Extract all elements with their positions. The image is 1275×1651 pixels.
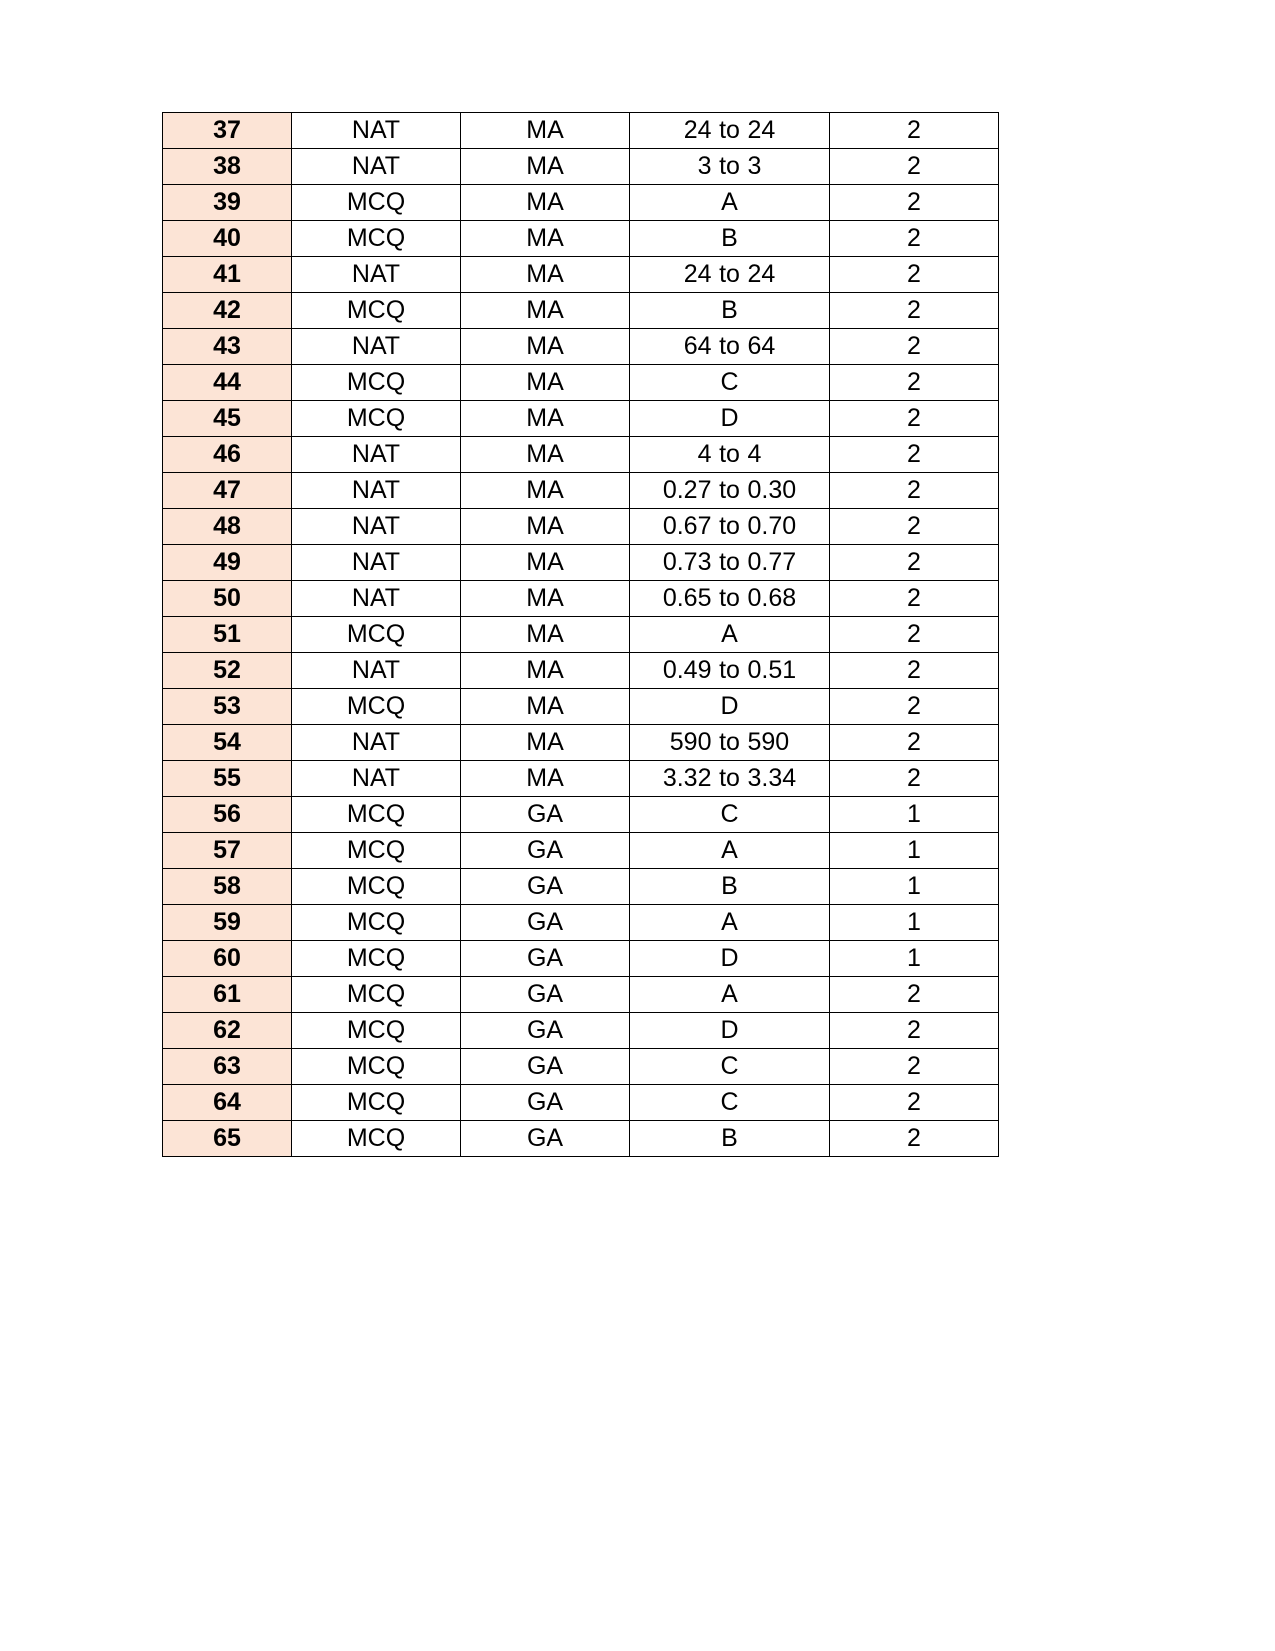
- range-from: 0.67: [662, 512, 712, 540]
- question-number-cell: 45: [163, 401, 292, 437]
- answer-key-table: [162, 112, 999, 1157]
- table-row: [163, 185, 999, 221]
- question-number-cell: 54: [163, 725, 292, 761]
- question-type-cell: MCQ: [292, 1013, 461, 1049]
- answer-range: [630, 262, 829, 287]
- range-from: 24: [683, 260, 712, 288]
- marks-cell: 2: [830, 1013, 999, 1049]
- range-to: 4: [747, 440, 762, 468]
- question-number-cell: 65: [163, 1121, 292, 1157]
- question-type-cell: MCQ: [292, 941, 461, 977]
- question-number-cell: 46: [163, 437, 292, 473]
- range-separator: to: [719, 728, 740, 756]
- question-number-cell: 55: [163, 761, 292, 797]
- range-from: 4: [697, 440, 712, 468]
- table-row: [163, 617, 999, 653]
- table-row: [163, 581, 999, 617]
- section-cell: GA: [461, 1121, 630, 1157]
- section-cell: MA: [461, 509, 630, 545]
- answer-range: [630, 478, 829, 503]
- marks-cell: 2: [830, 977, 999, 1013]
- section-cell: GA: [461, 797, 630, 833]
- question-number-cell: 48: [163, 509, 292, 545]
- table-row: [163, 1121, 999, 1157]
- answer-key-cell: A: [630, 833, 830, 869]
- answer-key-cell: D: [630, 1013, 830, 1049]
- marks-cell: 2: [830, 689, 999, 725]
- table-row: [163, 761, 999, 797]
- range-separator: to: [719, 656, 740, 684]
- section-cell: MA: [461, 221, 630, 257]
- section-cell: MA: [461, 329, 630, 365]
- section-cell: MA: [461, 149, 630, 185]
- marks-cell: 2: [830, 473, 999, 509]
- section-cell: MA: [461, 581, 630, 617]
- question-type-cell: NAT: [292, 473, 461, 509]
- range-to: 0.68: [747, 584, 797, 612]
- question-number-cell: 43: [163, 329, 292, 365]
- section-cell: MA: [461, 689, 630, 725]
- range-from: 0.65: [662, 584, 712, 612]
- section-cell: GA: [461, 1049, 630, 1085]
- marks-cell: 2: [830, 725, 999, 761]
- table-row: [163, 833, 999, 869]
- section-cell: GA: [461, 869, 630, 905]
- range-from: 64: [683, 332, 712, 360]
- section-cell: MA: [461, 725, 630, 761]
- range-separator: to: [719, 512, 740, 540]
- range-separator: to: [719, 332, 740, 360]
- marks-cell: 2: [830, 545, 999, 581]
- section-cell: MA: [461, 617, 630, 653]
- question-number-cell: 39: [163, 185, 292, 221]
- answer-range: [630, 550, 829, 575]
- range-to: 0.30: [747, 476, 797, 504]
- range-to: 0.70: [747, 512, 797, 540]
- question-number-cell: 47: [163, 473, 292, 509]
- range-from: 0.27: [662, 476, 712, 504]
- range-separator: to: [719, 476, 740, 504]
- table-row: [163, 437, 999, 473]
- table-row: [163, 473, 999, 509]
- question-type-cell: NAT: [292, 437, 461, 473]
- question-number-cell: 44: [163, 365, 292, 401]
- question-number-cell: 51: [163, 617, 292, 653]
- range-separator: to: [719, 584, 740, 612]
- marks-cell: 2: [830, 149, 999, 185]
- answer-key-cell: [630, 761, 830, 797]
- range-separator: to: [719, 116, 740, 144]
- marks-cell: 2: [830, 1085, 999, 1121]
- answer-range: [630, 118, 829, 143]
- answer-key-cell: D: [630, 689, 830, 725]
- answer-range: [630, 658, 829, 683]
- question-type-cell: NAT: [292, 761, 461, 797]
- range-separator: to: [719, 548, 740, 576]
- range-separator: to: [719, 152, 740, 180]
- question-type-cell: MCQ: [292, 221, 461, 257]
- table-row: [163, 329, 999, 365]
- marks-cell: 2: [830, 509, 999, 545]
- section-cell: GA: [461, 977, 630, 1013]
- answer-key-cell: B: [630, 221, 830, 257]
- table-row: [163, 869, 999, 905]
- table-row: [163, 941, 999, 977]
- marks-cell: 2: [830, 293, 999, 329]
- table-row: [163, 689, 999, 725]
- table-row: [163, 1049, 999, 1085]
- question-number-cell: 53: [163, 689, 292, 725]
- table-row: [163, 1085, 999, 1121]
- table-row: [163, 653, 999, 689]
- answer-key-cell: [630, 149, 830, 185]
- question-number-cell: 61: [163, 977, 292, 1013]
- answer-key-cell: D: [630, 401, 830, 437]
- question-type-cell: MCQ: [292, 1121, 461, 1157]
- table-row: [163, 257, 999, 293]
- table-row: [163, 221, 999, 257]
- table-row: [163, 401, 999, 437]
- answer-key-cell: [630, 257, 830, 293]
- table-row: [163, 509, 999, 545]
- section-cell: GA: [461, 1085, 630, 1121]
- answer-range: [630, 766, 829, 791]
- answer-range: [630, 334, 829, 359]
- question-number-cell: 58: [163, 869, 292, 905]
- answer-key-cell: B: [630, 869, 830, 905]
- range-to: 24: [747, 116, 776, 144]
- question-number-cell: 41: [163, 257, 292, 293]
- answer-range: [630, 514, 829, 539]
- answer-key-cell: [630, 437, 830, 473]
- answer-key-cell: [630, 473, 830, 509]
- marks-cell: 2: [830, 257, 999, 293]
- section-cell: MA: [461, 185, 630, 221]
- answer-key-cell: A: [630, 977, 830, 1013]
- answer-range: [630, 442, 829, 467]
- marks-cell: 1: [830, 869, 999, 905]
- answer-key-cell: A: [630, 185, 830, 221]
- question-number-cell: 52: [163, 653, 292, 689]
- range-from: 3.32: [662, 764, 712, 792]
- question-type-cell: MCQ: [292, 293, 461, 329]
- question-type-cell: MCQ: [292, 365, 461, 401]
- answer-key-cell: [630, 653, 830, 689]
- answer-key-cell: D: [630, 941, 830, 977]
- question-type-cell: MCQ: [292, 1085, 461, 1121]
- answer-key-cell: A: [630, 905, 830, 941]
- question-number-cell: 50: [163, 581, 292, 617]
- answer-key-cell: B: [630, 1121, 830, 1157]
- table-row: [163, 149, 999, 185]
- range-separator: to: [719, 260, 740, 288]
- table-row: [163, 113, 999, 149]
- answer-key-cell: C: [630, 797, 830, 833]
- question-type-cell: NAT: [292, 725, 461, 761]
- question-type-cell: MCQ: [292, 869, 461, 905]
- section-cell: MA: [461, 437, 630, 473]
- table-row: [163, 1013, 999, 1049]
- question-number-cell: 49: [163, 545, 292, 581]
- question-type-cell: NAT: [292, 509, 461, 545]
- answer-key-cell: B: [630, 293, 830, 329]
- section-cell: GA: [461, 905, 630, 941]
- section-cell: GA: [461, 1013, 630, 1049]
- section-cell: MA: [461, 473, 630, 509]
- range-from: 590: [669, 728, 712, 756]
- section-cell: MA: [461, 113, 630, 149]
- section-cell: MA: [461, 545, 630, 581]
- answer-range: [630, 586, 829, 611]
- question-number-cell: 60: [163, 941, 292, 977]
- answer-range: [630, 730, 829, 755]
- answer-key-body: [163, 113, 999, 1157]
- marks-cell: 2: [830, 365, 999, 401]
- question-type-cell: MCQ: [292, 401, 461, 437]
- range-from: 0.73: [662, 548, 712, 576]
- section-cell: MA: [461, 365, 630, 401]
- question-type-cell: MCQ: [292, 689, 461, 725]
- question-number-cell: 64: [163, 1085, 292, 1121]
- question-type-cell: MCQ: [292, 185, 461, 221]
- question-type-cell: MCQ: [292, 797, 461, 833]
- table-row: [163, 293, 999, 329]
- range-to: 3: [747, 152, 762, 180]
- table-row: [163, 545, 999, 581]
- answer-key-cell: A: [630, 617, 830, 653]
- marks-cell: 2: [830, 1049, 999, 1085]
- question-number-cell: 56: [163, 797, 292, 833]
- answer-key-cell: [630, 329, 830, 365]
- answer-key-cell: [630, 509, 830, 545]
- answer-range: [630, 154, 829, 179]
- question-number-cell: 63: [163, 1049, 292, 1085]
- question-type-cell: MCQ: [292, 833, 461, 869]
- answer-key-cell: C: [630, 1049, 830, 1085]
- question-number-cell: 37: [163, 113, 292, 149]
- table-row: [163, 797, 999, 833]
- table-row: [163, 977, 999, 1013]
- marks-cell: 2: [830, 761, 999, 797]
- table-row: [163, 725, 999, 761]
- section-cell: MA: [461, 401, 630, 437]
- question-number-cell: 57: [163, 833, 292, 869]
- answer-key-cell: C: [630, 365, 830, 401]
- marks-cell: 2: [830, 437, 999, 473]
- section-cell: GA: [461, 941, 630, 977]
- range-separator: to: [719, 440, 740, 468]
- marks-cell: 1: [830, 905, 999, 941]
- question-type-cell: MCQ: [292, 977, 461, 1013]
- question-type-cell: NAT: [292, 113, 461, 149]
- range-to: 64: [747, 332, 776, 360]
- section-cell: GA: [461, 833, 630, 869]
- marks-cell: 2: [830, 401, 999, 437]
- answer-key-cell: [630, 113, 830, 149]
- marks-cell: 2: [830, 185, 999, 221]
- marks-cell: 2: [830, 617, 999, 653]
- section-cell: MA: [461, 257, 630, 293]
- question-type-cell: NAT: [292, 257, 461, 293]
- range-to: 590: [747, 728, 790, 756]
- marks-cell: 2: [830, 1121, 999, 1157]
- section-cell: MA: [461, 293, 630, 329]
- question-type-cell: MCQ: [292, 617, 461, 653]
- question-type-cell: NAT: [292, 653, 461, 689]
- answer-key-cell: C: [630, 1085, 830, 1121]
- range-from: 24: [683, 116, 712, 144]
- answer-key-cell: [630, 581, 830, 617]
- section-cell: MA: [461, 653, 630, 689]
- question-type-cell: NAT: [292, 329, 461, 365]
- question-type-cell: NAT: [292, 581, 461, 617]
- marks-cell: 1: [830, 833, 999, 869]
- marks-cell: 2: [830, 329, 999, 365]
- range-to: 24: [747, 260, 776, 288]
- range-to: 0.51: [747, 656, 797, 684]
- question-type-cell: MCQ: [292, 1049, 461, 1085]
- question-type-cell: NAT: [292, 545, 461, 581]
- range-from: 0.49: [662, 656, 712, 684]
- answer-key-cell: [630, 545, 830, 581]
- marks-cell: 2: [830, 113, 999, 149]
- answer-key-cell: [630, 725, 830, 761]
- question-number-cell: 40: [163, 221, 292, 257]
- range-to: 0.77: [747, 548, 797, 576]
- section-cell: MA: [461, 761, 630, 797]
- marks-cell: 2: [830, 581, 999, 617]
- question-type-cell: MCQ: [292, 905, 461, 941]
- question-number-cell: 59: [163, 905, 292, 941]
- marks-cell: 2: [830, 653, 999, 689]
- range-separator: to: [719, 764, 740, 792]
- range-from: 3: [697, 152, 712, 180]
- marks-cell: 2: [830, 221, 999, 257]
- question-type-cell: NAT: [292, 149, 461, 185]
- table-row: [163, 905, 999, 941]
- range-to: 3.34: [747, 764, 797, 792]
- question-number-cell: 42: [163, 293, 292, 329]
- table-row: [163, 365, 999, 401]
- question-number-cell: 62: [163, 1013, 292, 1049]
- question-number-cell: 38: [163, 149, 292, 185]
- marks-cell: 1: [830, 797, 999, 833]
- marks-cell: 1: [830, 941, 999, 977]
